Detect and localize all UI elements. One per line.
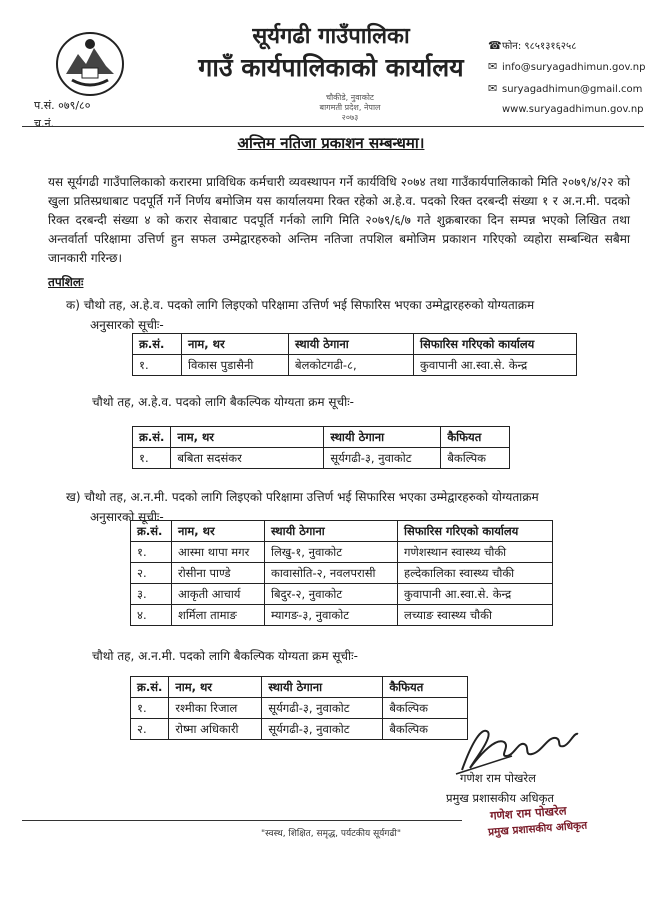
table-row: ४. शर्मिला तामाङ म्यागङ-३, नुवाकोट लच्याङ स्वास्थ्य चौकी — [131, 605, 553, 626]
office-subtitle: गाउँ कार्यपालिकाको कार्यालय — [198, 53, 464, 82]
section-a-alt-table — [132, 426, 510, 469]
signature-icon — [452, 712, 582, 776]
section-a-heading: क) चौथो तह, अ.हे.व. पदको लागि लिइएको परिक्षामा उत्तिर्ण भई सिफारिस भएका उम्मेद्वारहरुको योग्यताक्रम — [66, 298, 535, 312]
table-header-row: क्र.सं. नाम, थर स्थायी ठेगाना सिफारिस गरिएको कार्यालय — [131, 521, 553, 542]
email-contact: ✉ info@suryagadhimun.gov.np — [488, 60, 646, 73]
table-row: १. रश्मीका रिजाल सूर्यगढी-३, नुवाकोट बैकल्पिक — [131, 698, 468, 719]
phone-icon: ☎ — [488, 39, 502, 52]
official-stamp-name: गणेश राम पोखरेल — [489, 803, 567, 823]
table-row: १. बबिता सदसंकर सूर्यगढी-३, नुवाकोट बैकल्पिक — [133, 448, 510, 469]
mail-icon: ✉ — [488, 82, 498, 95]
details-label: तपशिलः — [48, 275, 84, 289]
reference-number: प.सं. ०७९/८० — [34, 99, 91, 112]
website-link: www.suryagadhimun.gov.np — [502, 104, 644, 115]
section-a-alt-heading: चौथो तह, अ.हे.व. पदको लागि बैकल्पिक योग्यता क्रम सूचीः- — [92, 395, 355, 409]
table-row: २. रोष्मा अधिकारी सूर्यगढी-३, नुवाकोट बैकल्पिक — [131, 719, 468, 740]
subject-line: अन्तिम नतिजा प्रकाशन सम्बन्धमा। — [237, 134, 425, 152]
header-divider — [22, 126, 644, 127]
table-row: १. विकास पुडासैनी बेलकोटगढी-८, कुवापानी आ.स्वा.से. केन्द्र — [133, 355, 577, 376]
section-b-alt-table — [130, 676, 468, 740]
section-b-alt-heading: चौथो तह, अ.न.मी. पदको लागि बैकल्पिक योग्यता क्रम सूचीः- — [92, 649, 358, 663]
office-title: सूर्यगढी गाउँपालिका — [252, 24, 410, 49]
table-row: १. आस्मा थापा मगर लिखु-१, नुवाकोट गणेशस्थान स्वास्थ्य चौकी — [131, 542, 553, 563]
section-a-heading-cont: अनुसारको सूचीः- — [90, 318, 164, 332]
table-header-row: क्र.सं. नाम, थर स्थायी ठेगाना कैफियत — [131, 677, 468, 698]
footer-motto: "स्वस्थ, शिक्षित, समृद्ध, पर्यटकीय सूर्यगढी" — [260, 829, 401, 839]
table-row: ३. आकृती आचार्य बिदुर-२, नुवाकोट कुवापानी आ.स्वा.से. केन्द्र — [131, 584, 553, 605]
office-stamp: चौकीडे, नुवाकोट बागमती प्रदेश, नेपाल २०७३ — [319, 93, 381, 122]
section-b-heading-cont: अनुसारको सूचीः- — [90, 510, 164, 524]
phone-contact: ☎फोन: ९८५१३१६२५८ — [488, 39, 577, 52]
signatory-designation: प्रमुख प्रशासकीय अधिकृत — [446, 791, 554, 805]
email-contact-2: ✉ suryagadhimun@gmail.com — [488, 82, 643, 95]
section-b-table — [130, 520, 553, 626]
official-stamp-designation: प्रमुख प्रशासकीय अधिकृत — [487, 819, 588, 839]
section-a-table — [132, 333, 577, 376]
section-b-heading: ख) चौथो तह, अ.न.मी. पदको लागि लिइएको परिक्षामा उत्तिर्ण भई सिफारिस भएका उम्मेद्वारहरुको योग्यताक्रम — [66, 490, 539, 504]
dispatch-number: च.नं. — [34, 117, 55, 130]
footer-divider — [22, 820, 462, 821]
body-paragraph: यस सूर्यगढी गाउँपालिकाको करारमा प्राविधिक कर्मचारी व्यवस्थापन गर्ने कार्यविधि २०७४ तथा गाउँकार्यपालिकाको मिति २०७९/४/२२ को खुला प्रतिस्प्रधाबाट पदपूर्ति गर्ने निर्णय बमोजिम यस कार्यालयमा रिक्त रहेको अ.हे.व. पदको रिक्त दरबन्दी संख्या १ र अ.न.मी. पदको रिक्त दरबन्दी संख्या ४ को करार सेवाबाट पदपूर्ति गर्नको लागि मिति २०७९/६/७ गते शुक्रबारका दिन सम्पन्न भएको लिखित तथा अन्तर्वार्ता परिक्षामा उत्तिर्ण हुन सफल उम्मेद्वारहरुको अन्तिम नतिजा तपशिल बमोजिम प्रकाशन गरिएको व्यहोरा सम्बन्धित सबैमा जानकारी गरिन्छ। — [48, 175, 630, 265]
signatory-name: गणेश राम पोखरेल — [460, 771, 536, 785]
mail-icon: ✉ — [488, 60, 498, 73]
table-row: २. रोसीना पाण्डे कावासोति-२, नवलपरासी हल्देकालिका स्वास्थ्य चौकी — [131, 563, 553, 584]
table-header-row: क्र.सं. नाम, थर स्थायी ठेगाना सिफारिस गरिएको कार्यालय — [133, 334, 577, 355]
table-header-row: क्र.सं. नाम, थर स्थायी ठेगाना कैफियत — [133, 427, 510, 448]
